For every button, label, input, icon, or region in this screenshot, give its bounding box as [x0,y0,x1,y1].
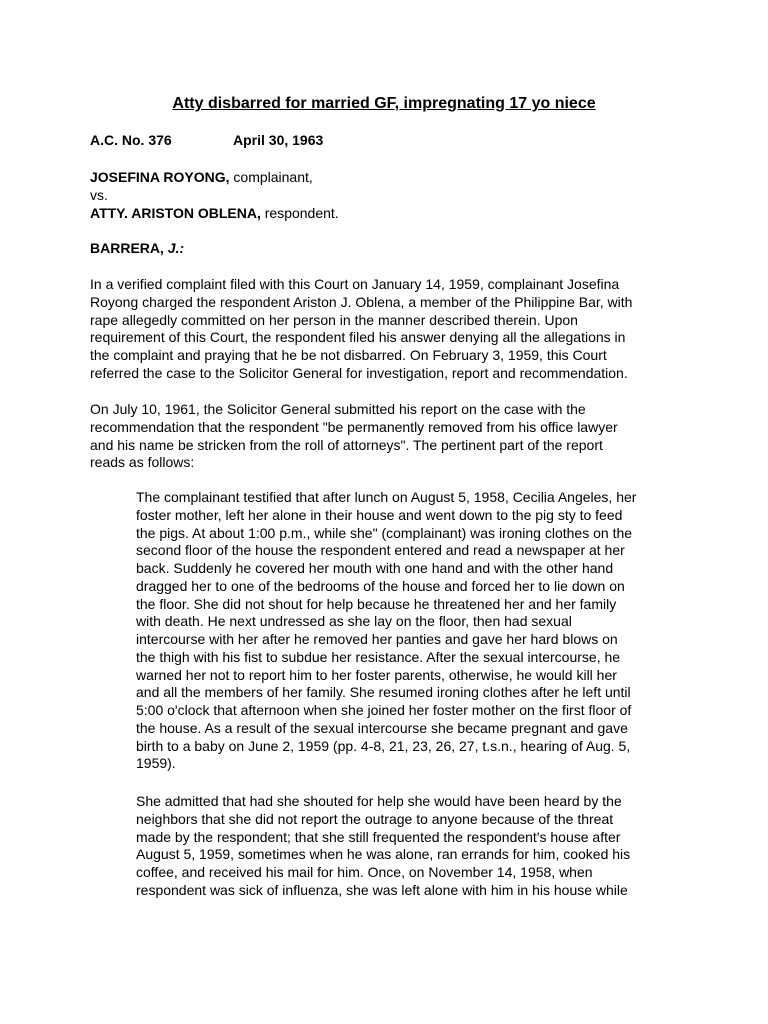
body-paragraph [90,401,618,472]
ponente-name: BARRERA, [90,240,168,256]
text-line: requirement of this Court, the respondent filed his answer denying all the allegations in [90,329,626,346]
quoted-paragraph [136,793,630,900]
text-line: In a verified complaint filed with this Court on January 14, 1959, complainant Josefina [90,276,620,292]
respondent-name: ATTY. ARISTON OBLENA, [90,205,261,221]
complainant-role: complainant, [229,169,313,185]
text-line: the complaint and praying that he be not disbarred. On February 3, 1959, this Court [90,347,607,363]
case-parties [90,168,339,222]
text-line: the thigh with his fist to subdue her resistance. After the sexual intercourse, he [136,648,621,665]
text-line: and all the members of her family. She resumed ironing clothes after he left until [136,684,631,701]
text-line: August 5, 1959, sometimes when he was alone, ran errands for him, cooked his [136,846,631,863]
text-line: dragged her to one of the bedrooms of the house and forced her to lie down on [136,577,625,594]
text-line: with death. He next undressed as she lay on the floor, then had sexual [136,613,572,630]
text-line: back. Suddenly he covered her mouth with one hand and with the other hand [136,560,614,576]
text-line: coffee, and received his mail for him. Once, on November 14, 1958, when [136,864,593,880]
respondent-role: respondent. [260,205,339,221]
ponente [90,239,184,257]
text-line: warned her not to report him to her foster parents, otherwise, he would kill her [136,666,617,683]
respondent-line [90,204,339,222]
complainant-line [90,168,339,186]
complainant-name: JOSEFINA ROYONG, [90,169,230,185]
ponente-suffix: J.: [167,240,185,256]
text-line: foster mother, left her alone in their house and went down to the pig sty to feed [136,506,623,523]
text-line: and his name be stricken from the roll of attorneys". The pertinent part of the report [90,436,603,453]
text-line: On July 10, 1961, the Solicitor General submitted his report on the case with the [90,401,586,417]
text-line: The complainant testified that after lunch on August 5, 1958, Cecilia Angeles, her [136,489,637,505]
text-line: 1959). [136,755,176,772]
text-line: the house. As a result of the sexual intercourse she became pregnant and gave [136,719,628,736]
document-title: Atty disbarred for married GF, impregnating 17 yo niece [172,95,596,112]
text-line: referred the case to the Solicitor General for investigation, report and recommendation. [90,364,628,381]
case-date: April 30, 1963 [233,132,324,148]
versus-text: vs. [90,187,108,203]
text-line: the floor. She did not shout for help because he threatened her and her family [136,595,617,612]
text-line: Royong charged the respondent Ariston J. Oblena, a member of the Philippine Bar, with [90,293,633,310]
text-line: the pigs. At about 1:00 p.m., while she" (complainant) was ironing clothes on the [136,524,633,541]
text-line: reads as follows: [90,454,195,471]
text-line: made by the respondent; that she still frequented the respondent's house after [136,828,621,845]
text-line: respondent was sick of influenza, she was left alone with him in his house while [136,881,628,898]
case-number: A.C. No. 376 [90,132,172,148]
text-line: birth to a baby on June 2, 1959 (pp. 4-8, 21, 23, 26, 27, t.s.n., hearing of Aug. 5, [136,737,631,754]
body-paragraph [90,276,632,383]
text-line: intercourse with her after he removed her panties and gave her hard blows on [136,631,618,647]
quoted-paragraph [136,489,636,773]
text-line: recommendation that the respondent "be permanently removed from his office lawyer [90,418,618,435]
text-line: She admitted that had she shouted for help she would have been heard by the [136,793,622,809]
text-line: neighbors that she did not report the outrage to anyone because of the threat [136,810,614,827]
text-line: second floor of the house the respondent entered and read a newspaper at her [136,542,625,559]
case-header [90,131,324,149]
text-line: 5:00 o'clock that afternoon when she joined her foster mother on the first floor of [136,702,632,718]
text-line: rape allegedly committed on her person in the manner described therein. Upon [90,311,578,328]
